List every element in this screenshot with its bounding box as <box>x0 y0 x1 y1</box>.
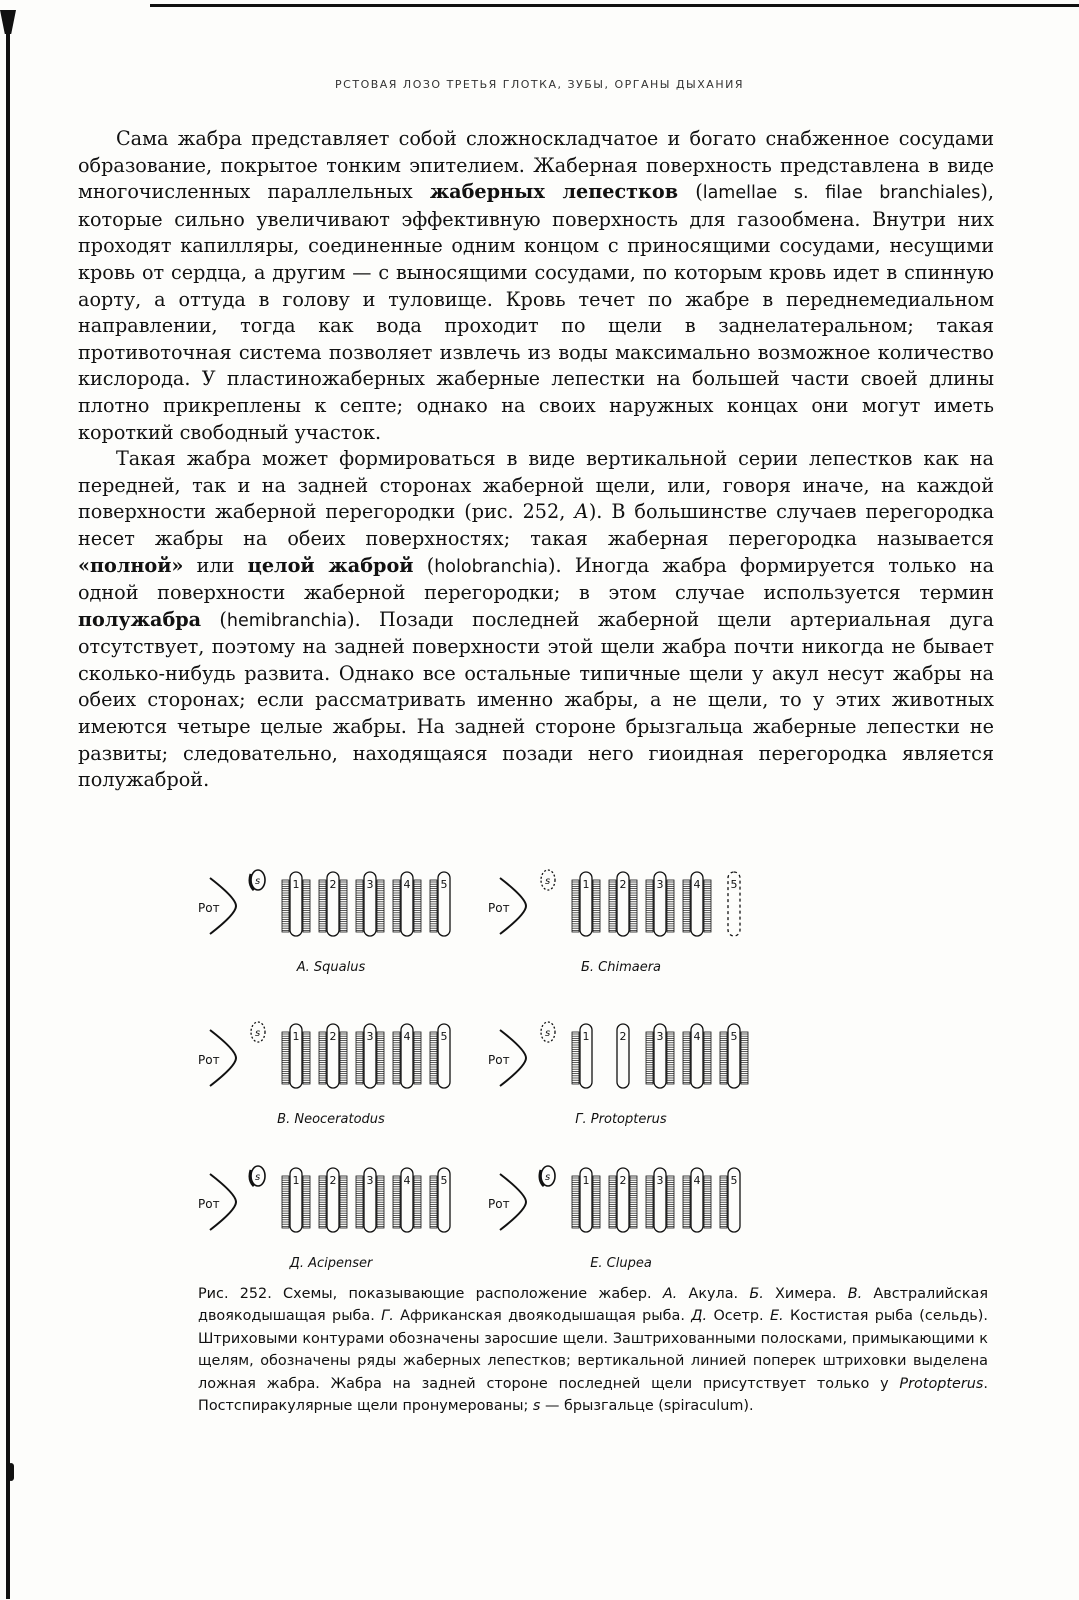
gill-slit <box>393 872 421 936</box>
mouth-label: Рот <box>488 901 510 915</box>
gill-slit <box>572 1168 600 1232</box>
running-head: РСТОВАЯ ЛОЗО ТРЕТЬЯ ГЛОТКА, ЗУБЫ, ОРГАНЫ ДЫХАНИЯ <box>335 78 744 91</box>
text-run: . Постспиракулярные щели пронумерованы; <box>198 1375 988 1415</box>
text-run: «полной» <box>78 553 184 577</box>
text-run: или <box>183 553 248 577</box>
panel-label: Б. Chimaera <box>580 960 662 975</box>
text-run: Г. <box>381 1308 394 1325</box>
slit-number: 3 <box>366 878 374 891</box>
slit-number: 2 <box>619 1174 627 1187</box>
gill-slit <box>572 872 600 936</box>
gill-slit <box>319 872 347 936</box>
text-run: Химера. <box>763 1286 848 1302</box>
text-run: ). Иногда жабра формируется только на одной поверхности жаберной перегородки; в этом случае используется термин <box>78 553 995 605</box>
gill-slit <box>646 1168 674 1232</box>
svg-text:s: s <box>255 1028 261 1039</box>
text-run: А <box>574 500 589 524</box>
text-run: Акула. <box>677 1286 750 1302</box>
gill-slit <box>430 1024 450 1088</box>
slit-number: 2 <box>619 878 627 891</box>
figure-panel <box>196 1164 466 1274</box>
text-run: полужабра <box>78 607 202 631</box>
svg-text:s: s <box>255 876 261 887</box>
gill-slit <box>430 872 450 936</box>
text-run: В. <box>847 1286 863 1302</box>
paragraph-2 <box>78 446 994 794</box>
spiracle <box>541 870 555 890</box>
gill-slit <box>282 872 310 936</box>
text-run: ), которые сильно увеличивают эффективную поверхность для газообмена. Внутри них проходят капилляры, соединенные одним концом с приносящими сосудами, несущими кровь от сердца, а другим — с выносящими сосудами, по которым кровь идет в спинную аорту, а оттуда в голову и туловище. Кровь течет по жабре в переднемедиальном направлении, тогда как вода проходит по щели в заднелатеральном; такая противоточная система позволяет извлечь из воды максимально возможное количество кислорода. У пластиножаберных жаберные лепестки на большей части своей длины плотно прикреплены к септе; однако на своих наружных концах они могут иметь короткий свободный участок. <box>78 180 994 444</box>
gill-slit <box>609 1168 637 1232</box>
figure-panel <box>486 1164 756 1274</box>
text-run: lamellae s. filae branchiales <box>702 183 981 204</box>
slit-number: 5 <box>730 1030 738 1043</box>
slit-number: 4 <box>403 878 411 891</box>
text-run: Такая жабра может формироваться в виде вертикальной серии лепестков как на передней, так и на задней сторонах жаберной щели, или, говоря иначе, на каждой поверхности жаберной перегородки (рис. 252, <box>78 447 994 524</box>
svg-text:s: s <box>255 1172 261 1183</box>
text-run: ). Позади последней жаберной щели артериальная дуга отсутствует, поэтому на задней поверхности этой щели жабра почти никогда не бывает сколько-нибудь развита. Однако все остальные типичные щели у акул несут жабры на обеих сторонах; если рассматривать именно жабры, а не щели, то у этих животных имеются четыре целые жабры. На задней стороне брызгальца жаберные лепестки не развиты; следовательно, находящаяся позади него гиоидная перегородка является полужаброй. <box>78 607 994 792</box>
slit-number: 1 <box>292 1174 300 1187</box>
binding-edge <box>6 14 10 1599</box>
mouth-marker <box>488 1030 526 1086</box>
text-run: Б. <box>749 1286 764 1302</box>
spiracle <box>541 1022 555 1042</box>
text-run: ( <box>413 553 435 577</box>
gill-slit <box>683 1168 711 1232</box>
text-run: Африканская двоякодышащая рыба. <box>393 1308 692 1325</box>
mouth-label: Рот <box>488 1197 510 1211</box>
text-run: s <box>532 1398 541 1415</box>
figure-panel <box>486 868 756 978</box>
svg-text:s: s <box>545 1028 551 1039</box>
text-run: hemibranchia <box>226 610 348 631</box>
panel-diagram <box>196 1020 466 1110</box>
spiracle <box>540 1166 555 1186</box>
gill-slit <box>683 872 711 936</box>
panel-label: Г. Protopterus <box>575 1112 667 1127</box>
gill-slit <box>683 1024 711 1088</box>
mouth-marker <box>198 878 236 934</box>
text-run: ). В большинстве случаев перегородка несет жабры на обеих поверхностях; такая жаберная перегородка называется <box>78 500 995 550</box>
mouth-label: Рот <box>198 901 220 915</box>
gill-slit <box>282 1024 310 1088</box>
figure-caption <box>198 1283 988 1417</box>
gill-slit <box>720 1024 748 1088</box>
text-run: Австралийская двоякодышащая рыба. <box>198 1286 988 1325</box>
slit-number: 3 <box>656 1174 664 1187</box>
slit-number: 4 <box>693 878 701 891</box>
mouth-marker <box>198 1174 236 1230</box>
top-rule <box>150 4 1079 7</box>
gill-slit <box>356 872 384 936</box>
panel-label: А. Squalus <box>296 960 366 975</box>
text-run: А. <box>662 1286 678 1302</box>
mouth-label: Рот <box>488 1053 510 1067</box>
text-run: Protopterus <box>899 1375 984 1392</box>
text-run: Рис. 252. <box>198 1286 284 1302</box>
slit-number: 3 <box>366 1174 374 1187</box>
text-run: Осетр. <box>707 1308 770 1325</box>
text-run: целой жаброй <box>247 553 414 577</box>
gill-slit <box>430 1168 450 1232</box>
gill-slit <box>319 1168 347 1232</box>
gill-slit <box>609 872 637 936</box>
slit-number: 3 <box>656 1030 664 1043</box>
body-text <box>78 126 994 794</box>
gill-slit <box>646 1024 674 1088</box>
slit-number: 1 <box>292 1030 300 1043</box>
text-run: — брызгальце (spiraculum). <box>540 1398 754 1415</box>
figure-panel <box>196 868 466 978</box>
slit-number: 2 <box>619 1030 627 1043</box>
panel-diagram <box>486 1020 756 1110</box>
slit-number: 5 <box>440 878 448 891</box>
mouth-marker <box>488 1174 526 1230</box>
panel-label: Д. Acipenser <box>289 1256 373 1271</box>
text-run: Сама жабра представляет собой сложноскладчатое и богато снабженное сосудами образование, покрытое тонким эпителием. Жаберная поверхность представлена в виде многочисленных параллельных <box>78 127 994 204</box>
spiracle <box>250 870 265 890</box>
text-run: ( <box>678 180 703 204</box>
slit-number: 3 <box>366 1030 374 1043</box>
gill-slit <box>356 1024 384 1088</box>
slit-number: 3 <box>656 878 664 891</box>
gill-slit <box>282 1168 310 1232</box>
text-run: Д. <box>691 1308 708 1325</box>
binding-dot <box>8 1463 14 1481</box>
slit-number: 2 <box>329 878 337 891</box>
gill-slit <box>728 872 740 936</box>
text-run: Схемы, показывающие расположение жабер. <box>283 1286 663 1302</box>
panel-diagram <box>486 1164 756 1254</box>
slit-number: 4 <box>403 1174 411 1187</box>
spiracle <box>250 1166 265 1186</box>
panel-diagram <box>196 868 466 958</box>
text-run: holobranchia <box>434 556 548 577</box>
panel-label: Е. Clupea <box>590 1256 652 1271</box>
slit-number: 1 <box>292 878 300 891</box>
figure-252 <box>196 868 776 1288</box>
slit-number: 1 <box>582 1174 590 1187</box>
figure-panel <box>196 1020 466 1130</box>
gill-slit <box>356 1168 384 1232</box>
slit-number: 4 <box>693 1030 701 1043</box>
slit-number: 5 <box>730 1174 738 1187</box>
gill-slit <box>572 1024 592 1088</box>
gill-slit <box>646 872 674 936</box>
slit-number: 5 <box>440 1174 448 1187</box>
mouth-marker <box>488 878 526 934</box>
gill-slit <box>393 1168 421 1232</box>
svg-text:s: s <box>545 876 551 887</box>
slit-number: 5 <box>440 1030 448 1043</box>
text-run: жаберных лепестков <box>429 180 679 204</box>
gill-slit <box>319 1024 347 1088</box>
text-run: Е. <box>769 1308 784 1325</box>
svg-text:s: s <box>545 1172 551 1183</box>
slit-number: 5 <box>730 878 738 891</box>
slit-number: 4 <box>693 1174 701 1187</box>
panel-label: В. Neoceratodus <box>277 1112 385 1127</box>
slit-number: 1 <box>582 878 590 891</box>
panel-diagram <box>486 868 756 958</box>
text-run: Костистая рыба (сельдь). Штриховыми контурами обозначены заросшие щели. Заштрихованными полосками, примыкающими к щелям, обозначены ряды жаберных лепестков; вертикальной линией поперек штриховки выделена ложная жабра. Жабра на задней стороне последней щели присутствует только у <box>198 1308 988 1392</box>
gill-slit <box>617 1024 629 1088</box>
panel-diagram <box>196 1164 466 1254</box>
text-run: ( <box>201 607 227 631</box>
slit-number: 4 <box>403 1030 411 1043</box>
slit-number: 2 <box>329 1174 337 1187</box>
slit-number: 1 <box>582 1030 590 1043</box>
spiracle <box>251 1022 265 1042</box>
mouth-marker <box>198 1030 236 1086</box>
figure-panel <box>486 1020 756 1130</box>
gill-slit <box>720 1168 740 1232</box>
slit-number: 2 <box>329 1030 337 1043</box>
mouth-label: Рот <box>198 1197 220 1211</box>
paragraph-1 <box>78 126 994 446</box>
gill-slit <box>393 1024 421 1088</box>
mouth-label: Рот <box>198 1053 220 1067</box>
